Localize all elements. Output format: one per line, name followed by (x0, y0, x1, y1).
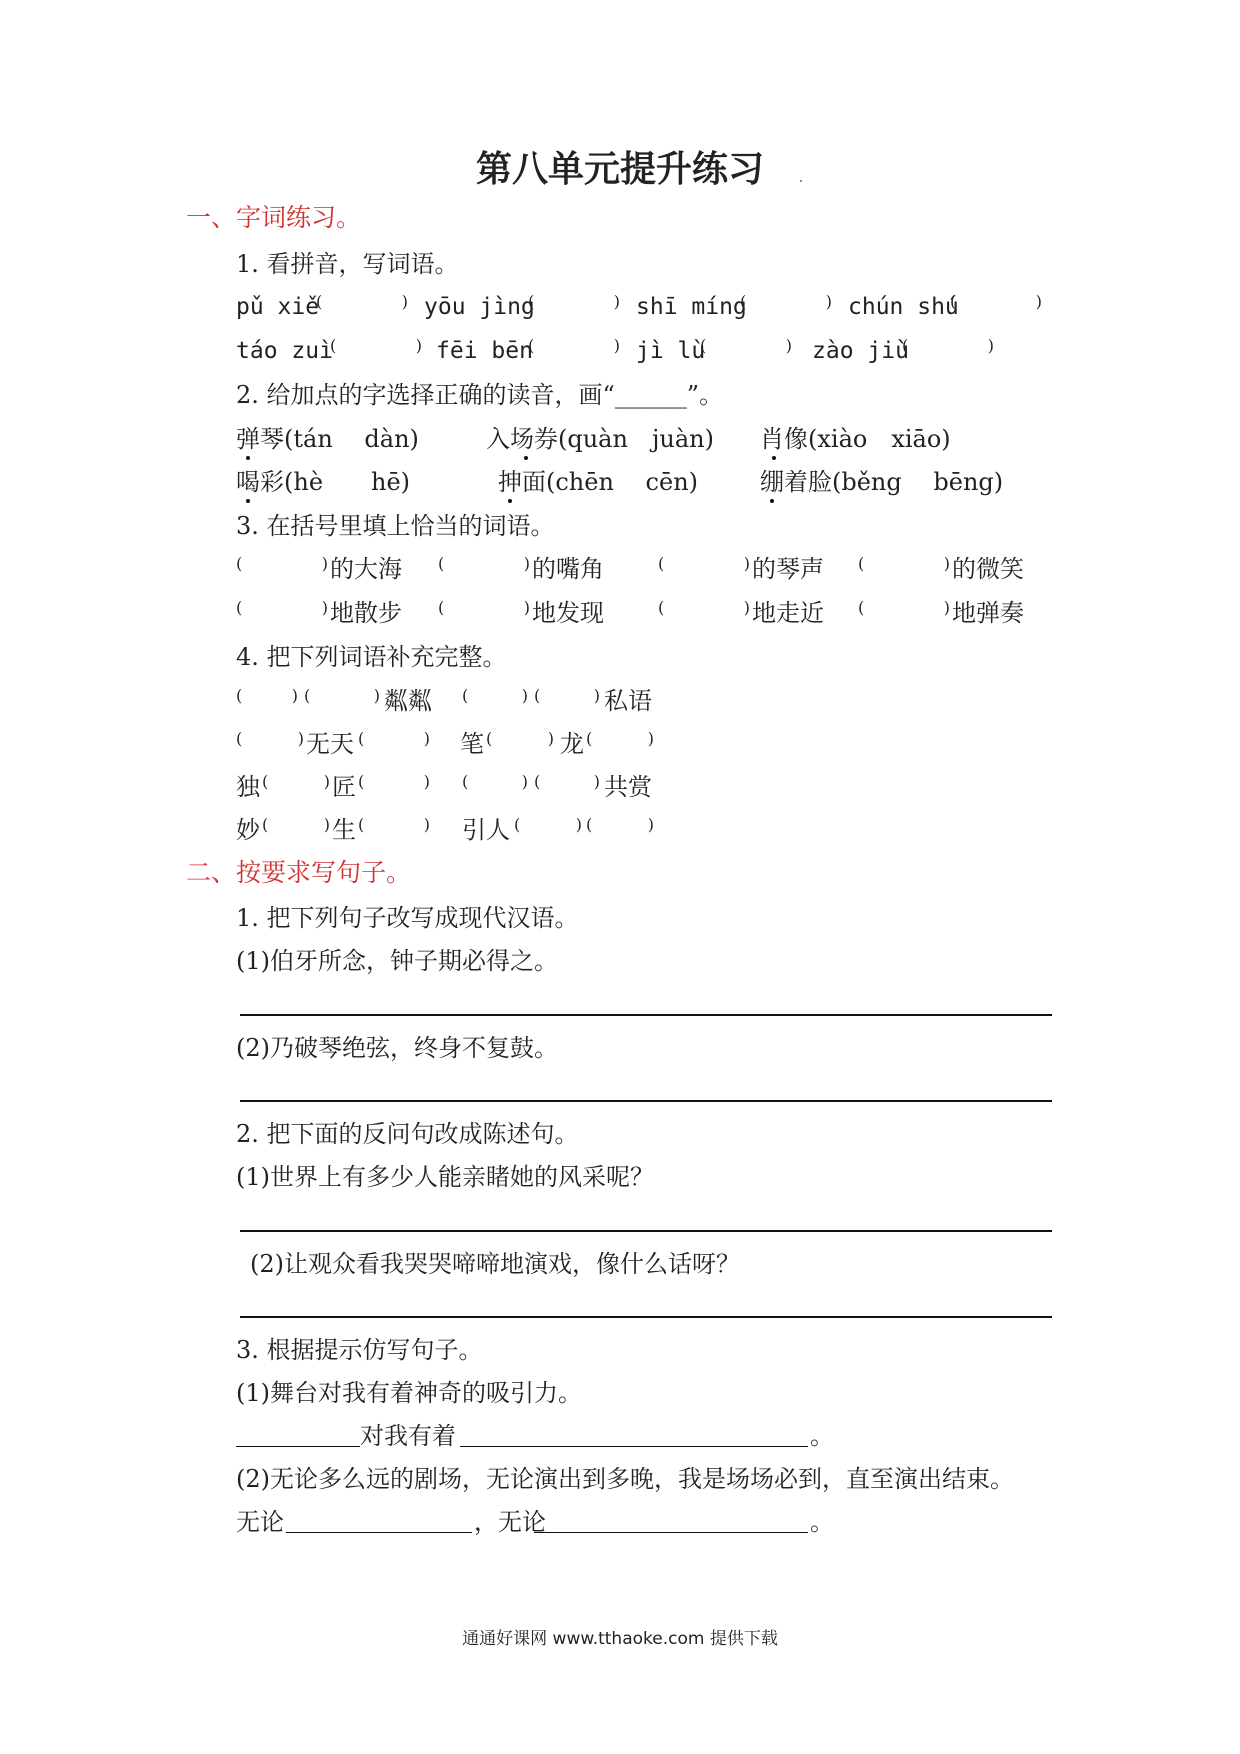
answer-blank[interactable] (462, 686, 528, 716)
idiom-part: 龙 (560, 730, 584, 758)
fill-line[interactable] (286, 1532, 472, 1533)
idiom-part: 粼粼 (384, 687, 432, 715)
answer-blank[interactable] (740, 292, 832, 322)
pinyin-label: pǔ xiě (236, 294, 320, 320)
answer-blank[interactable] (358, 772, 430, 802)
sentence-item: (2)让观众看我哭哭啼啼地演戏，像什么话呀？ (250, 1250, 740, 1278)
answer-line[interactable] (240, 1316, 1052, 1318)
answer-blank[interactable] (358, 815, 430, 845)
reading-choice[interactable]: 弹琴(tán dàn) (236, 425, 419, 453)
fill-line[interactable] (236, 1446, 360, 1447)
answer-blank[interactable] (514, 815, 582, 845)
s2-q3-prompt: 3. 根据提示仿写句子。 (236, 1336, 483, 1364)
emphasis-dot (246, 456, 250, 460)
answer-blank[interactable] (236, 554, 328, 584)
prompt-fragment: 无论 (236, 1508, 284, 1536)
sentence-item: (1)伯牙所念，钟子期必得之。 (236, 947, 558, 975)
answer-line[interactable] (240, 1014, 1052, 1016)
answer-blank[interactable] (586, 815, 654, 845)
idiom-part: 匠 (332, 773, 356, 801)
fill-line[interactable] (460, 1446, 808, 1447)
pinyin-label: yōu jìng (424, 294, 535, 320)
pinyin-label: zào jiù (812, 338, 909, 364)
answer-blank[interactable] (858, 554, 950, 584)
idiom-part: 无天 (306, 730, 354, 758)
answer-blank[interactable] (586, 729, 654, 759)
emphasis-dot (772, 456, 776, 460)
answer-blank[interactable] (486, 729, 554, 759)
pinyin-label: táo zuì (236, 338, 333, 364)
phrase-suffix: 地弹奏 (952, 599, 1024, 627)
phrase-suffix: 的嘴角 (532, 555, 604, 583)
phrase-suffix: 的琴声 (752, 555, 824, 583)
phrase-suffix: 地发现 (532, 599, 604, 627)
pinyin-label: jì lù (636, 338, 706, 364)
idiom-part: 私语 (604, 687, 652, 715)
idiom-part: 共赏 (604, 773, 652, 801)
answer-blank[interactable] (438, 554, 530, 584)
emphasis-dot (246, 499, 250, 503)
answer-blank[interactable] (236, 598, 328, 628)
answer-blank[interactable] (902, 336, 994, 366)
q3-prompt: 3. 在括号里填上恰当的词语。 (236, 512, 555, 540)
prompt-fragment: 对我有着 (360, 1422, 456, 1450)
phrase-suffix: 地散步 (330, 599, 402, 627)
answer-blank[interactable] (358, 729, 430, 759)
answer-blank[interactable] (262, 772, 330, 802)
pinyin-label: shī míng (636, 294, 747, 320)
sentence-item: (1)世界上有多少人能亲睹她的风采呢？ (236, 1163, 654, 1191)
emphasis-dot (770, 499, 774, 503)
answer-blank[interactable] (528, 336, 620, 366)
answer-blank[interactable] (658, 554, 750, 584)
reading-choice[interactable]: 喝彩(hè hē) (236, 468, 411, 496)
answer-blank[interactable] (658, 598, 750, 628)
idiom-part: 妙 (236, 816, 260, 844)
answer-blank[interactable] (534, 686, 600, 716)
phrase-suffix: 地走近 (752, 599, 824, 627)
sentence-item: (2)无论多么远的剧场，无论演出到多晚，我是场场必到，直至演出结束。 (236, 1465, 1014, 1493)
answer-blank[interactable] (950, 292, 1042, 322)
reading-choice[interactable]: 肖像(xiào xiāo) (760, 425, 951, 453)
answer-blank[interactable] (534, 772, 600, 802)
scan-speck (800, 180, 802, 182)
idiom-part: 独 (236, 773, 260, 801)
s2-q1-prompt: 1. 把下列句子改写成现代汉语。 (236, 904, 579, 932)
answer-blank[interactable] (236, 729, 304, 759)
answer-line[interactable] (240, 1230, 1052, 1232)
prompt-fragment: 。 (810, 1508, 834, 1536)
prompt-fragment: ，无论 (474, 1508, 546, 1536)
q1-prompt: 1. 看拼音，写词语。 (236, 250, 459, 278)
answer-blank[interactable] (304, 686, 380, 716)
reading-choice[interactable]: 入场券(quàn juàn) (486, 425, 714, 453)
answer-blank[interactable] (316, 292, 408, 322)
answer-blank[interactable] (528, 292, 620, 322)
q4-prompt: 4. 把下列词语补充完整。 (236, 643, 507, 671)
section-2-heading: 二、按要求写句子。 (186, 858, 412, 887)
idiom-part: 生 (332, 816, 356, 844)
pinyin-label: chún shú (848, 294, 959, 320)
answer-line[interactable] (240, 1100, 1052, 1102)
section-1-heading: 一、字词练习。 (186, 203, 362, 232)
emphasis-dot (508, 499, 512, 503)
sentence-item: (2)乃破琴绝弦，终身不复鼓。 (236, 1034, 558, 1062)
answer-blank[interactable] (262, 815, 330, 845)
page-title: 第八单元提升练习 (475, 149, 764, 190)
pinyin-label: fēi bēn (436, 338, 533, 364)
answer-blank[interactable] (462, 772, 528, 802)
sentence-item: (1)舞台对我有着神奇的吸引力。 (236, 1379, 582, 1407)
idiom-part: 笔 (460, 730, 484, 758)
answer-blank[interactable] (438, 598, 530, 628)
answer-blank[interactable] (330, 336, 422, 366)
reading-choice[interactable]: 绷着脸(běng bēng) (760, 468, 1004, 496)
footer-credit: 通通好课网 www.tthaoke.com 提供下载 (462, 1629, 778, 1649)
phrase-suffix: 的大海 (330, 555, 402, 583)
answer-blank[interactable] (700, 336, 792, 366)
phrase-suffix: 的微笑 (952, 555, 1024, 583)
reading-choice[interactable]: 抻面(chēn cēn) (498, 468, 699, 496)
answer-blank[interactable] (236, 686, 298, 716)
prompt-fragment: 。 (810, 1422, 834, 1450)
emphasis-dot (524, 456, 528, 460)
fill-line[interactable] (534, 1532, 808, 1533)
s2-q2-prompt: 2. 把下面的反问句改成陈述句。 (236, 1120, 579, 1148)
q2-prompt: 2. 给加点的字选择正确的读音，画“______”。 (236, 381, 724, 409)
answer-blank[interactable] (858, 598, 950, 628)
idiom-part: 引人 (462, 816, 510, 844)
